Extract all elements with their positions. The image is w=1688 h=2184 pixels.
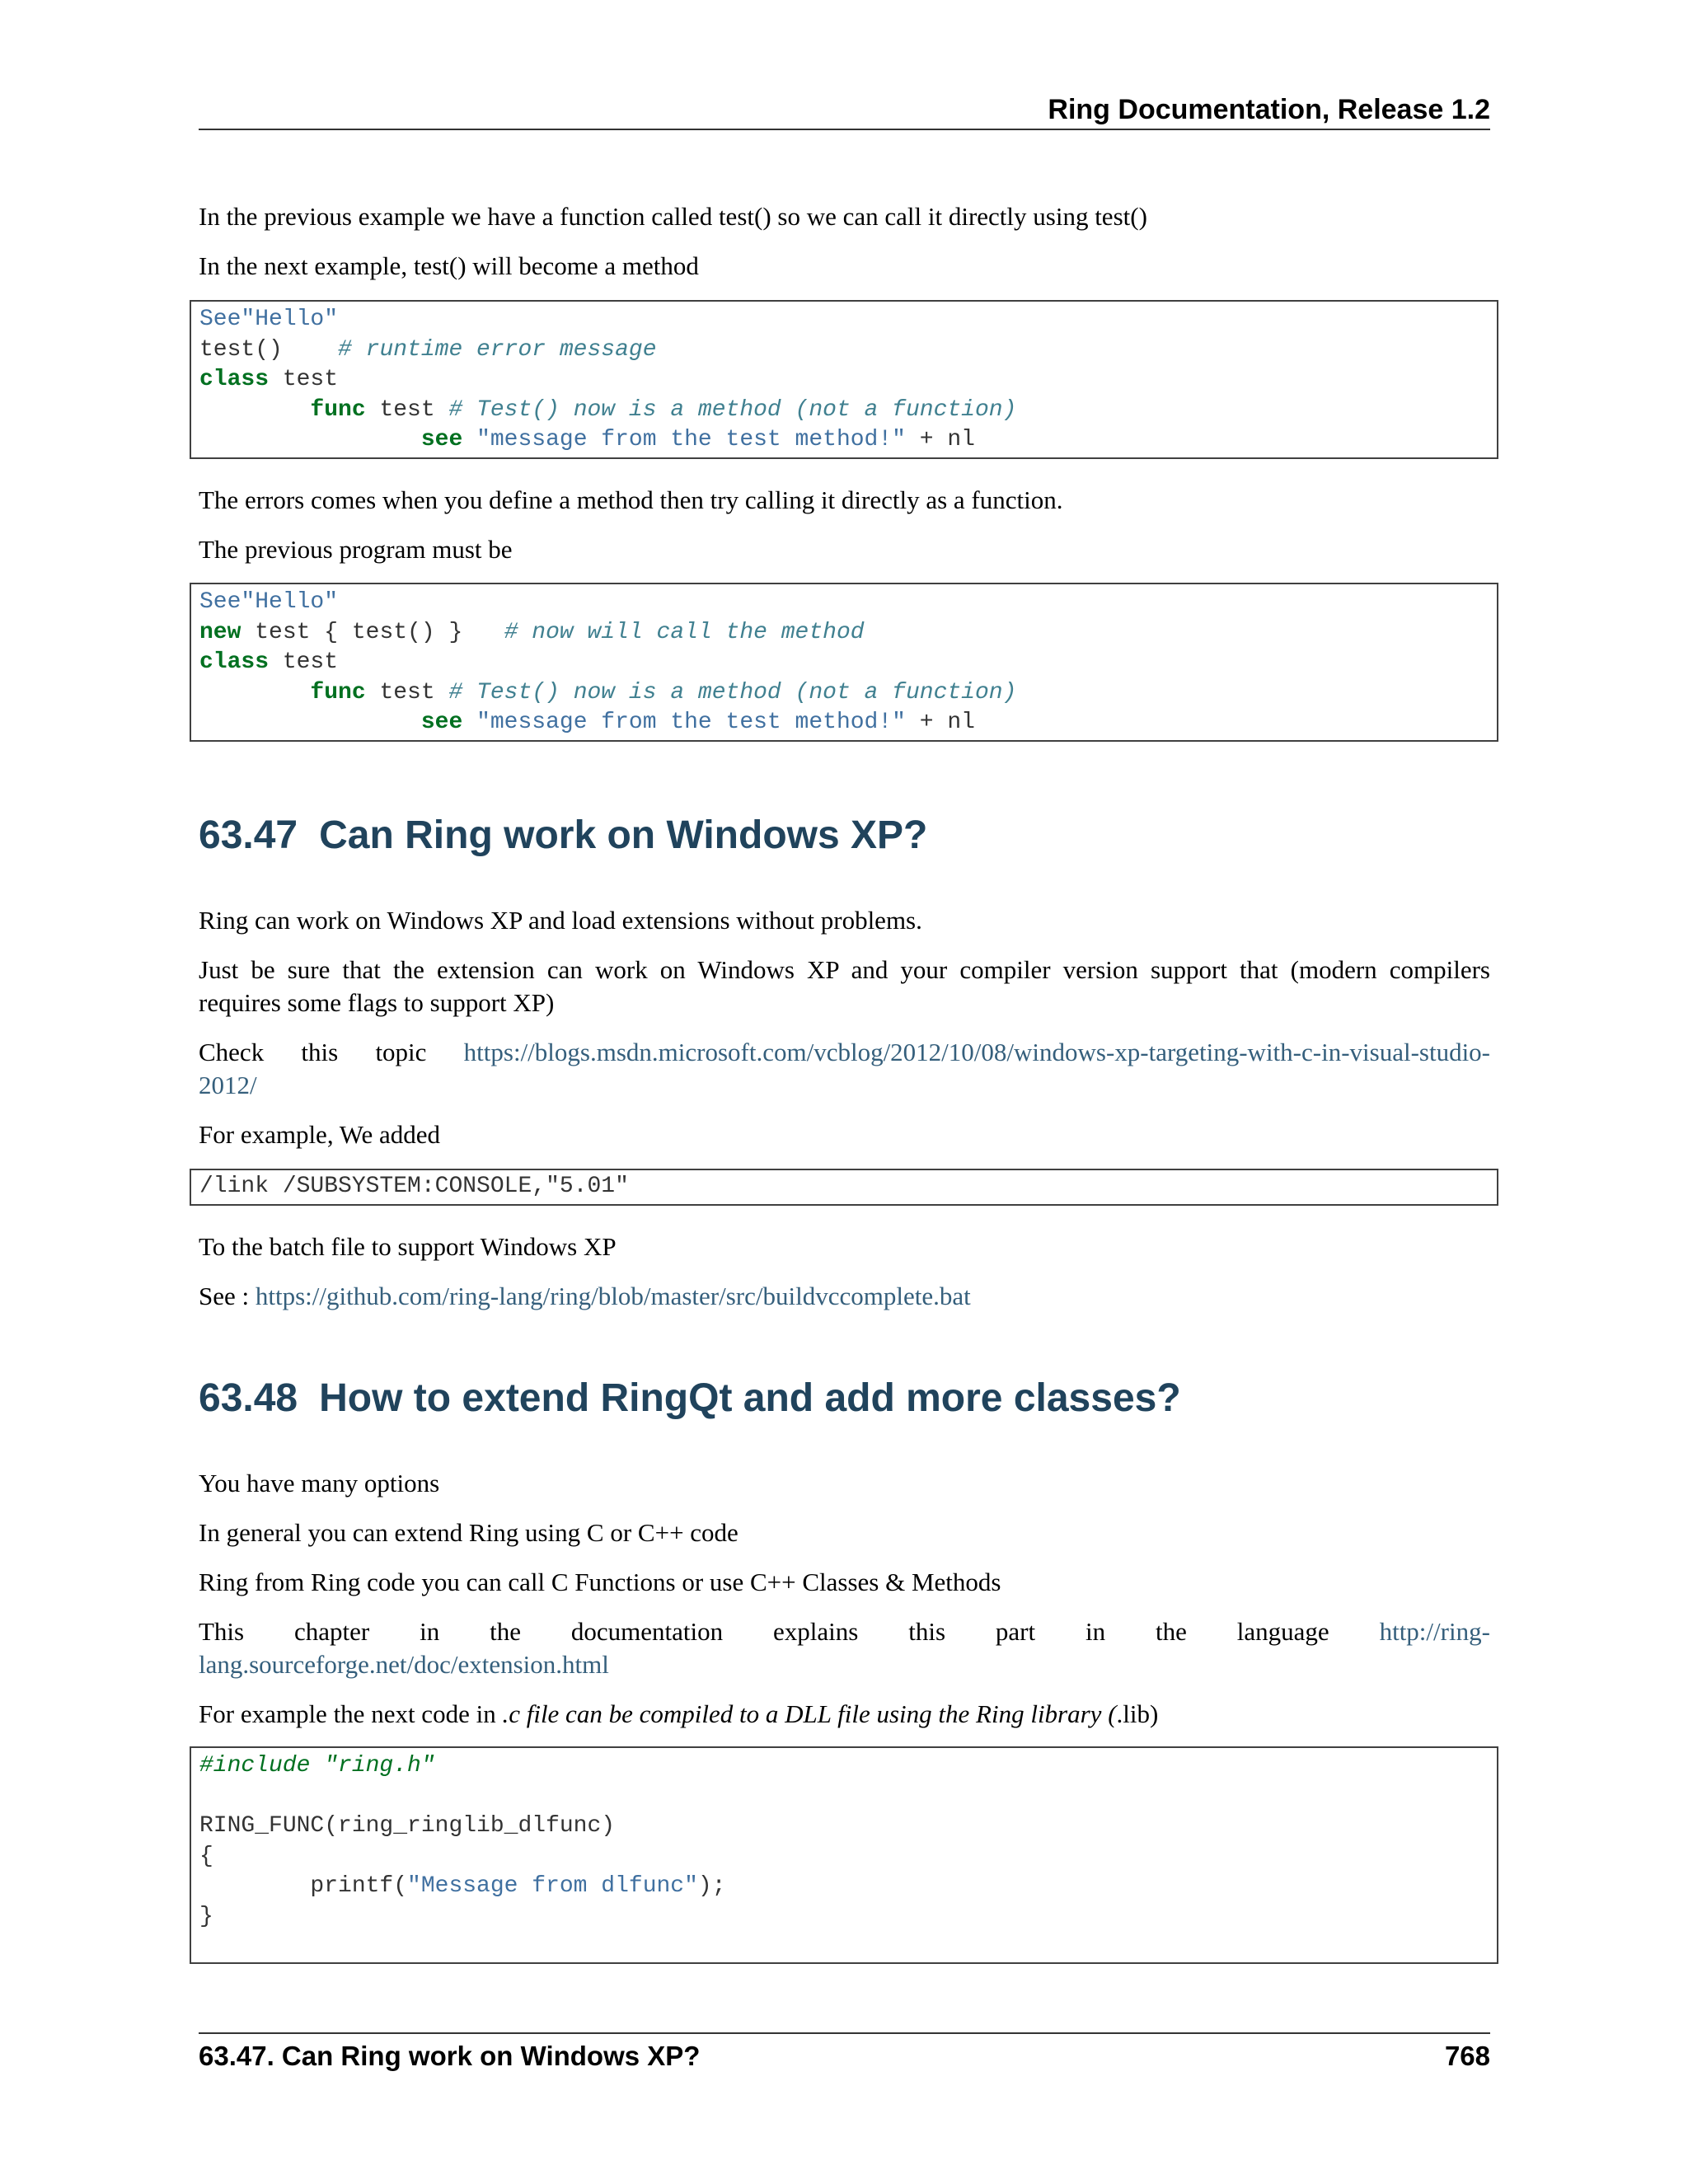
footer-section: 63.47. Can Ring work on Windows XP?: [199, 2041, 701, 2071]
paragraph-line: [199, 1069, 1490, 1102]
blog-link[interactable]: https://blogs.msdn.microsoft.com/vcblog/2012/10/08/windows-xp-targeting-with-c-in-visual-studio-: [463, 1038, 1490, 1066]
code-line-blank: [199, 1782, 1489, 1812]
s1-text-5: [199, 1230, 1490, 1263]
extension-doc-link[interactable]: http://ring-: [1379, 1617, 1490, 1646]
s2-text-3: [199, 1566, 1490, 1599]
code-line: #include "ring.h": [199, 1753, 435, 1779]
running-footer: [199, 2032, 1490, 2072]
paragraph: Ring from Ring code you can call C Functions or use C++ Classes & Methods: [199, 1568, 1001, 1596]
section-heading-63-47: [199, 811, 1490, 860]
word: in: [1085, 1617, 1106, 1646]
code-line: class test: [199, 649, 339, 676]
paragraph: You have many options: [199, 1469, 440, 1497]
word: documentation: [570, 1617, 724, 1646]
paragraph-line: [199, 1615, 1490, 1648]
code-line: {: [199, 1843, 213, 1869]
code-line: See"Hello": [199, 307, 339, 332]
s1-text-3: [199, 1036, 1490, 1102]
github-link[interactable]: https://github.com/ring-lang/ring/blob/master/src/buildvccomplete.bat: [255, 1282, 971, 1310]
code-line: RING_FUNC(ring_ringlib_dlfunc): [199, 1813, 616, 1840]
paragraph-line: Just be sure that the extension can work on Windows XP and your compiler version support that (modern compilers: [199, 955, 1490, 984]
blog-link-continued[interactable]: 2012/: [199, 1071, 257, 1099]
section-title: Can Ring work on Windows XP?: [319, 813, 928, 857]
code-line: func test # Test() now is a method (not a function): [310, 679, 1017, 705]
code-block-linker-flag: [190, 1169, 1498, 1206]
code-line: see "message from the test method!" + nl: [420, 427, 975, 453]
code-line: See"Hello": [199, 589, 339, 615]
intro-text: [199, 200, 1490, 233]
code-line: see "message from the test method!" + nl: [420, 710, 975, 736]
word: the: [1156, 1617, 1187, 1646]
extension-doc-link-continued[interactable]: lang.sourceforge.net/doc/extension.html: [199, 1650, 609, 1679]
paragraph: The errors comes when you define a method then try calling it directly as a function.: [199, 485, 1063, 514]
paragraph: In the next example, test() will become a method: [199, 251, 699, 280]
paragraph: For example the next code in .c file can be compiled to a DLL file using the Ring library (.lib): [199, 1699, 1159, 1728]
section-title: How to extend RingQt and add more classes?: [319, 1376, 1181, 1420]
section-number: 63.47: [199, 813, 298, 857]
section-number: 63.48: [199, 1376, 298, 1420]
paragraph-line: [199, 1648, 1490, 1681]
paragraph: To the batch file to support Windows XP: [199, 1232, 617, 1261]
paragraph: In general you can extend Ring using C or C++ code: [199, 1518, 738, 1547]
code-block-method-error: [190, 300, 1498, 459]
s1-text-2: [199, 954, 1490, 1019]
code-line: }: [199, 1903, 213, 1929]
word: in: [420, 1617, 440, 1646]
s2-text-2: [199, 1516, 1490, 1549]
paragraph: For example, We added: [199, 1120, 441, 1149]
s2-text-5: [199, 1698, 1490, 1731]
word: language: [1236, 1617, 1329, 1646]
intro-text-2: [199, 250, 1490, 283]
code-line: class test: [199, 367, 339, 393]
code-line: test() # runtime error message: [199, 336, 657, 363]
paragraph: See : https://github.com/ring-lang/ring/blob/master/src/buildvccomplete.bat: [199, 1282, 971, 1310]
s1-text-1: [199, 904, 1490, 937]
word: the: [490, 1617, 522, 1646]
middle-text-2: [199, 533, 1490, 566]
word: This: [199, 1617, 245, 1646]
page-number: 768: [1444, 2041, 1490, 2071]
code-line: func test # Test() now is a method (not a function): [310, 396, 1017, 423]
section-heading-63-48: [199, 1374, 1490, 1423]
paragraph: The previous program must be: [199, 535, 513, 564]
paragraph: In the previous example we have a function called test() so we can call it directly using test(): [199, 202, 1147, 231]
code-block-c-extension: [190, 1746, 1498, 1964]
s1-text-4: [199, 1118, 1490, 1151]
code-line: /link /SUBSYSTEM:CONSOLE,"5.01": [199, 1174, 629, 1199]
code-line: new test { test() } # now will call the method: [199, 619, 865, 645]
s2-text-1: [199, 1467, 1490, 1500]
word: this: [908, 1617, 946, 1646]
code-block-method-fixed: [190, 583, 1498, 742]
word: chapter: [294, 1617, 370, 1646]
header-title: Ring Documentation, Release 1.2: [1048, 94, 1490, 125]
paragraph: Ring can work on Windows XP and load extensions without problems.: [199, 906, 922, 935]
paragraph-line: requires some flags to support XP): [199, 988, 555, 1017]
paragraph-line: Check this topic https://blogs.msdn.microsoft.com/vcblog/2012/10/08/windows-xp-targeting-with-c-in-visual-studio-: [199, 1038, 1490, 1066]
s2-text-4: [199, 1615, 1490, 1681]
word: explains: [773, 1617, 859, 1646]
running-header: [199, 89, 1490, 130]
s1-text-6: [199, 1280, 1490, 1313]
word: part: [995, 1617, 1036, 1646]
code-line: printf("Message from dlfunc");: [199, 1873, 726, 1900]
middle-text: [199, 484, 1490, 517]
